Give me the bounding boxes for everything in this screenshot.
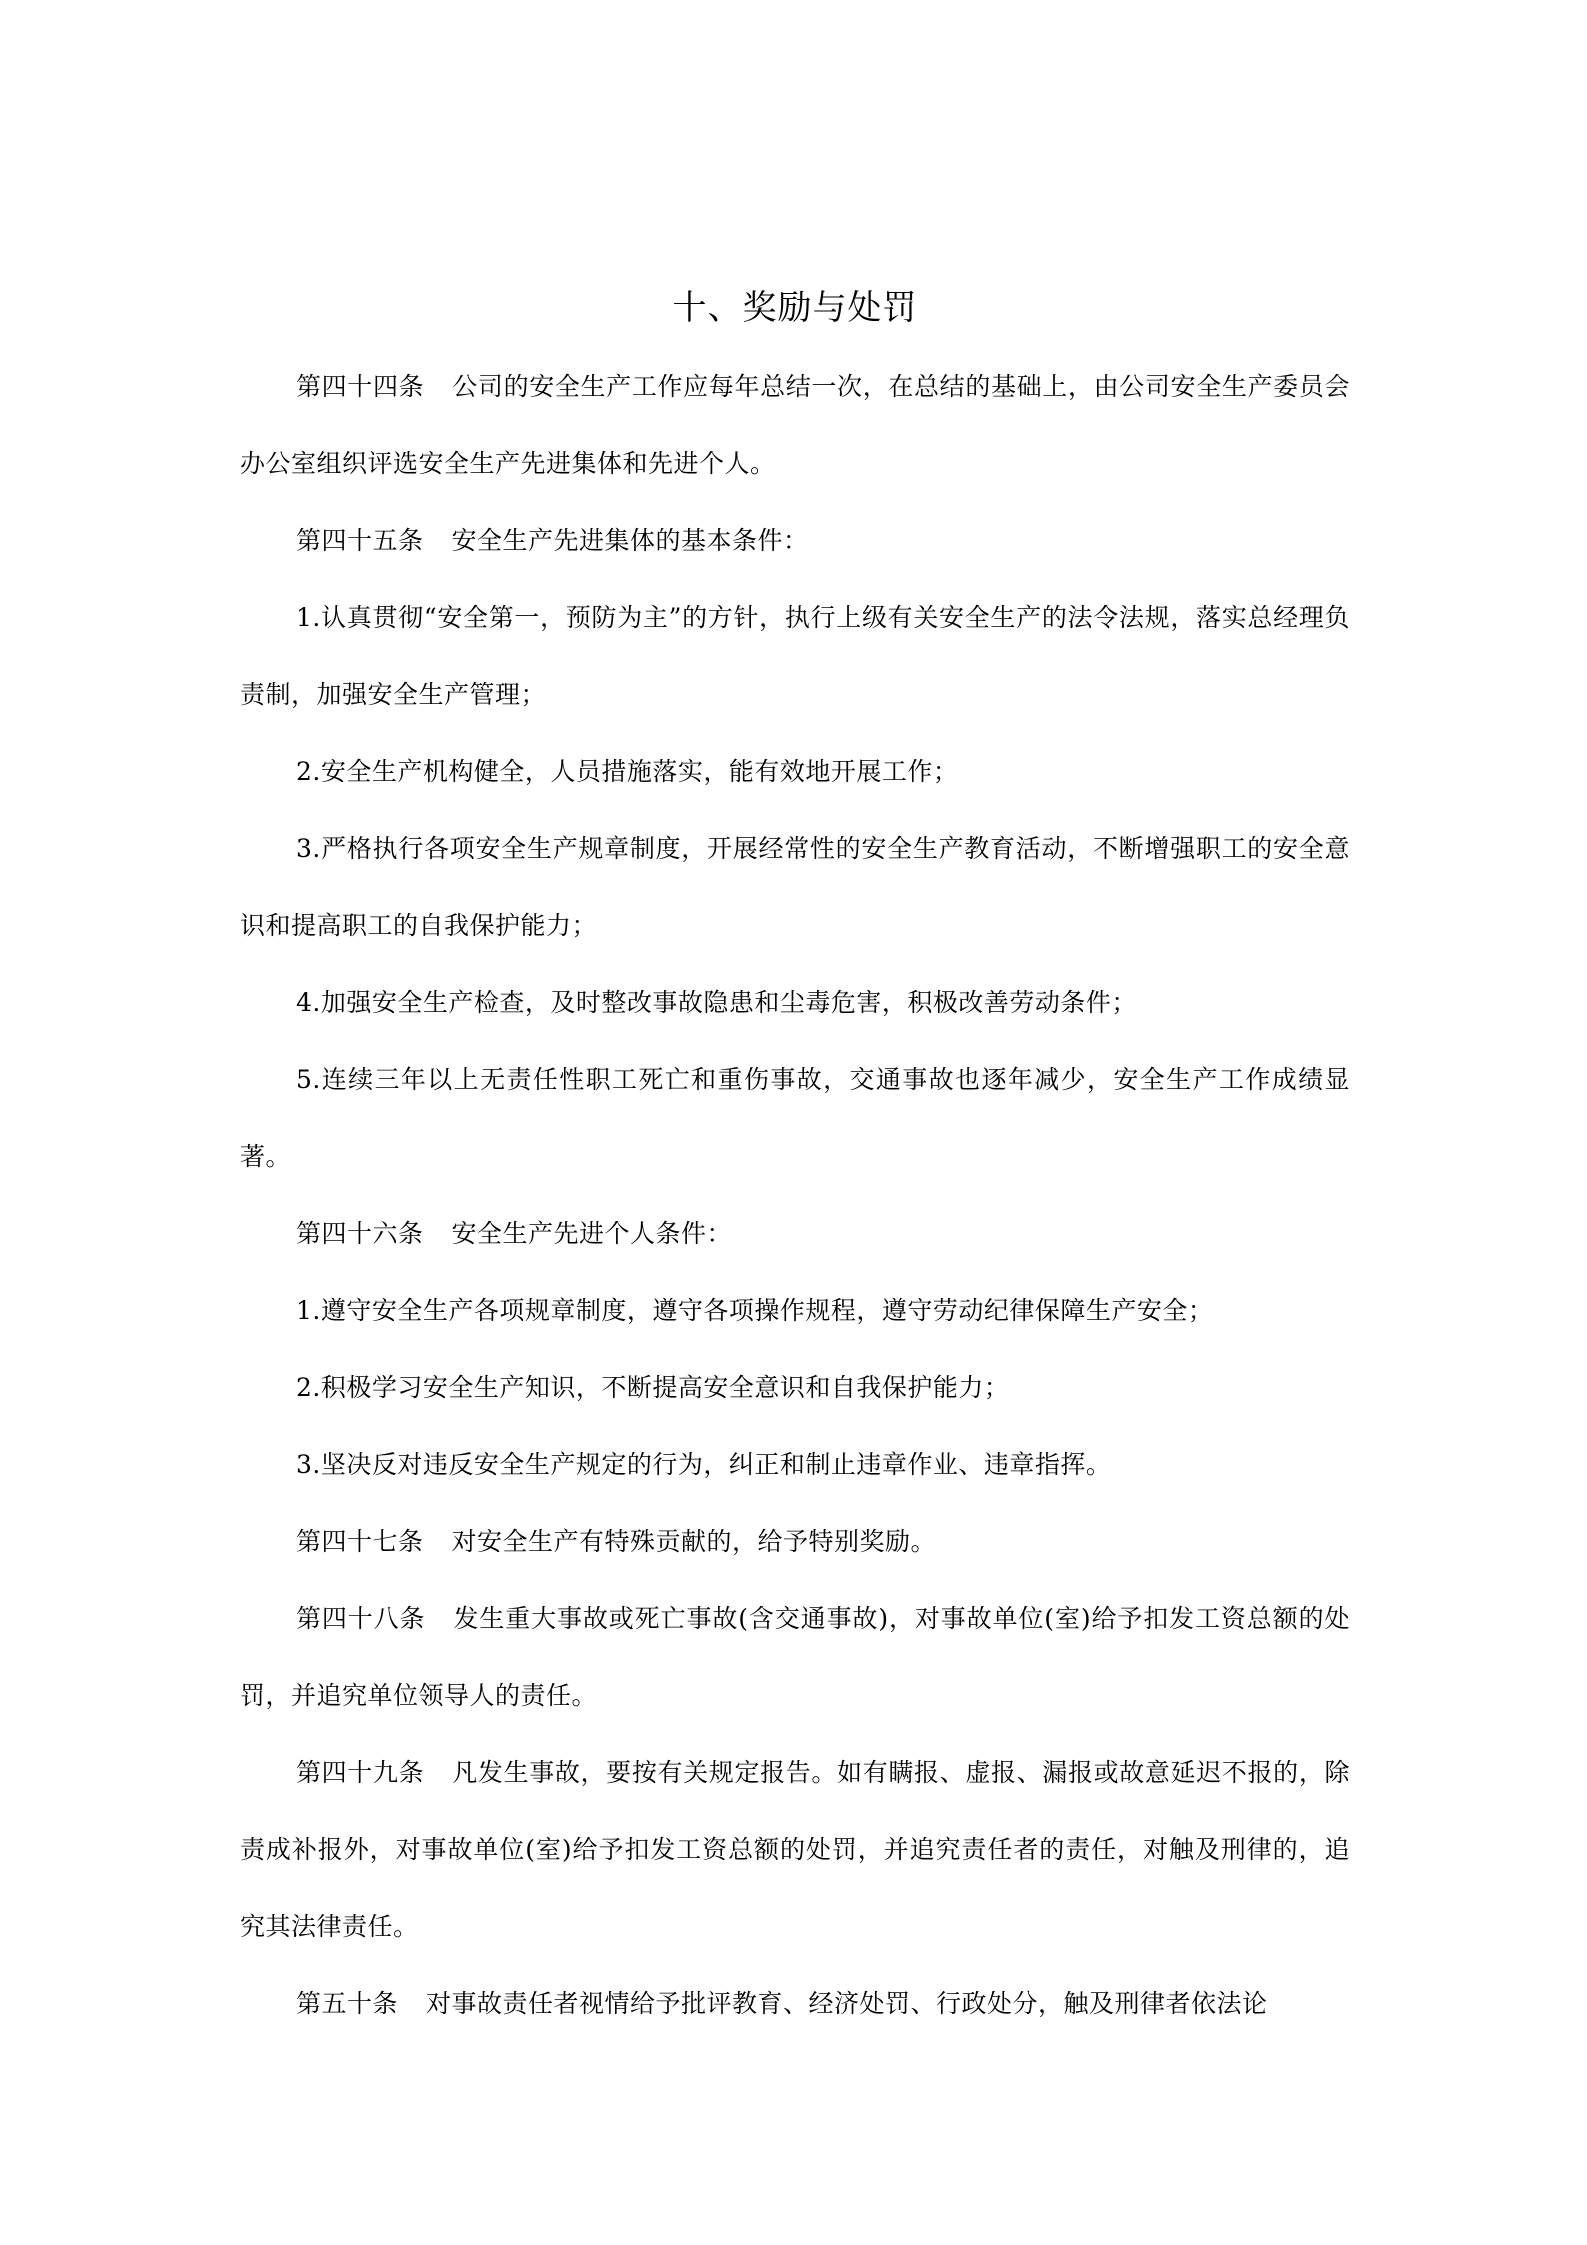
list-item: 3.严格执行各项安全生产规章制度，开展经常性的安全生产教育活动，不断增强职工的安全意识和提高职工的自我保护能力； — [240, 834, 1350, 940]
article-48 — [240, 1580, 1350, 1734]
article-text: 安全生产先进个人条件： — [451, 1219, 733, 1248]
article-number: 第四十八条 — [296, 1604, 426, 1633]
article-text: 发生重大事故或死亡事故(含交通事故)，对事故单位(室)给予扣发工资总额的处罚，并追究单位领导人的责任。 — [240, 1604, 1350, 1710]
article-text: 对安全生产有特殊贡献的，给予特别奖励。 — [451, 1527, 937, 1556]
list-item: 3.坚决反对违反安全生产规定的行为，纠正和制止违章作业、违章指挥。 — [296, 1450, 1112, 1479]
article-number: 第四十五条 — [296, 526, 424, 555]
document-body — [240, 280, 1350, 2042]
article-46 — [240, 1195, 1350, 1272]
article-number: 第四十六条 — [296, 1219, 424, 1248]
list-item: 1.认真贯彻“安全第一，预防为主”的方针，执行上级有关安全生产的法令法规，落实总经理负责制，加强安全生产管理； — [240, 603, 1350, 709]
article-text: 凡发生事故，要按有关规定报告。如有瞒报、虚报、漏报或故意延迟不报的，除责成补报外，对事故单位(室)给予扣发工资总额的处罚，并追究责任者的责任，对触及刑律的，追究其法律责任。 — [240, 1758, 1350, 1941]
article-number: 第四十四条 — [296, 372, 425, 401]
article-text: 安全生产先进集体的基本条件： — [451, 526, 809, 555]
article-50 — [240, 1965, 1350, 2042]
article-45 — [240, 502, 1350, 579]
article-number: 第五十条 — [296, 1989, 399, 2018]
article-number: 第四十七条 — [296, 1527, 424, 1556]
section-title: 十、奖励与处罚 — [672, 288, 918, 328]
list-item: 2.安全生产机构健全，人员措施落实，能有效地开展工作； — [296, 757, 959, 786]
list-item: 4.加强安全生产检查，及时整改事故隐患和尘毒危害，积极改善劳动条件； — [296, 988, 1137, 1017]
list-item: 1.遵守安全生产各项规章制度，遵守各项操作规程，遵守劳动纪律保障生产安全； — [296, 1296, 1214, 1325]
list-item: 2.积极学习安全生产知识，不断提高安全意识和自我保护能力； — [296, 1373, 1010, 1402]
article-49 — [240, 1734, 1350, 1965]
article-47 — [240, 1503, 1350, 1580]
article-text: 对事故责任者视情给予批评教育、经济处罚、行政处分，触及刑律者依法论 — [426, 1989, 1268, 2018]
article-number: 第四十九条 — [296, 1758, 425, 1787]
list-item: 5.连续三年以上无责任性职工死亡和重伤事故，交通事故也逐年减少，安全生产工作成绩显著。 — [240, 1065, 1350, 1171]
article-text: 公司的安全生产工作应每年总结一次，在总结的基础上，由公司安全生产委员会办公室组织评选安全生产先进集体和先进个人。 — [240, 372, 1350, 478]
article-44 — [240, 348, 1350, 502]
